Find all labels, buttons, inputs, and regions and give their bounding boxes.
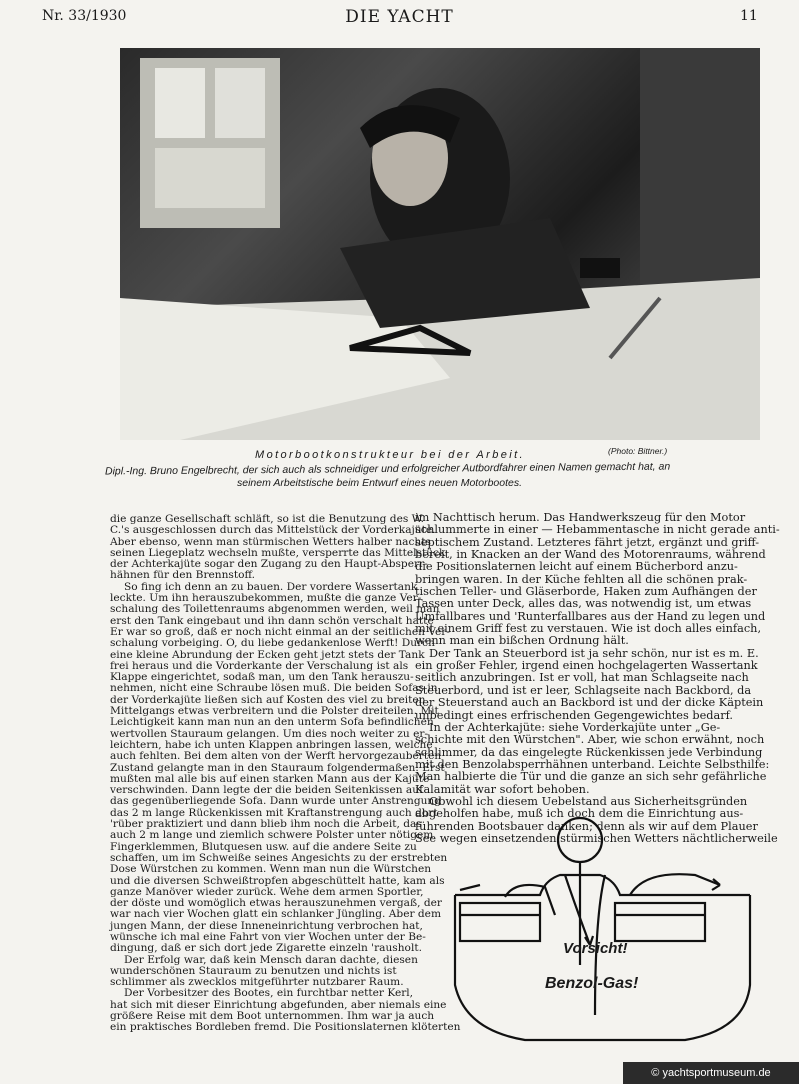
text-line: In der Achterkajüte: siehe Vorderkajüte unter „Ge- <box>429 720 721 734</box>
watermark: © yachtsportmuseum.de <box>623 1062 799 1084</box>
text-line: ein praktisches Bordleben fremd. Die Positionslaternen klöterten <box>110 1021 461 1034</box>
text-line: Kalamität war sofort behoben. <box>415 782 590 796</box>
text-line: hähnen für den Brennstoff. <box>110 569 256 582</box>
text-line: Leichtigkeit kann man nun an den unterm Sofa befindlichen <box>110 716 434 729</box>
text-line: schaffen, um im Schweiße seines Angesichts zu der erstrebten <box>110 851 448 864</box>
text-line: Umfallbares und 'Runterfallbares aus der Hand zu legen und <box>415 609 766 623</box>
text-line: Steuerbord, und ist er leer, Schlagseite nach Backbord, da <box>415 683 752 697</box>
article-column-right <box>415 511 780 845</box>
text-line: war nach vier Wochen glatt ein schlanker Jüngling. Aber dem <box>110 908 441 921</box>
text-line: erst den Tank eingebaut und ihn dann schön verschalt hatte <box>110 614 434 627</box>
text-line: schalung vorbeiging. O, du liebe gedankenlose Werft! Durch <box>110 637 435 650</box>
text-line: die Positionslaternen leicht auf einem Bücherbord anzu- <box>415 560 738 574</box>
page-number: 11 <box>740 8 758 24</box>
text-line: auch fehlten. Bei dem alten von der Werft hervorgezauberten <box>110 750 442 763</box>
text-line: mußten mal alle bis auf einen starken Mann aus der Kajüte <box>110 772 430 785</box>
diagram-label-gas: Benzol-Gas! <box>545 975 639 992</box>
text-line: septischem Zustand. Letzteres fährt jetzt, ergänzt und griff- <box>415 535 760 549</box>
text-line: ein großer Fehler, irgend einen hochgelagerten Wassertank <box>415 659 758 673</box>
text-line: Obwohl ich diesem Uebelstand aus Sicherheitsgründen <box>429 794 748 808</box>
text-line: Mittelgangs etwas verbreitern und die Polster dreiteilen. Mit <box>110 705 439 718</box>
text-line: jungen Mann, der diese Inneneinrichtung verbrochen hat, <box>110 919 423 932</box>
text-line: bringen waren. In der Küche fehlten all die schönen prak- <box>415 572 748 586</box>
text-line: der Vorderkajüte ließen sich auf Kosten des viel zu breiten <box>110 693 426 706</box>
text-line: Dose Würstchen zu kommen. Wenn man nun die Würstchen <box>110 863 432 876</box>
text-line: größere Reise mit dem Boot unternommen. Ihm war ja auch <box>110 1010 435 1023</box>
text-line: das gegenüberliegende Sofa. Dann wurde unter Anstrengung <box>110 795 442 808</box>
text-line: die ganze Gesellschaft schläft, so ist die Benutzung des W. <box>110 513 425 525</box>
text-line: eine kleine Abrundung der Ecken geht jetzt stets der Tank <box>110 648 425 661</box>
text-line: wenn man ein bißchen Ordnung hält. <box>415 634 629 648</box>
text-line: der Steuerstand auch an Backbord ist und der dicke Käptein <box>415 696 764 710</box>
issue-number: Nr. 33/1930 <box>42 8 127 24</box>
text-line: wünsche ich mal eine Fahrt von vier Wochen unter der Be- <box>110 930 426 943</box>
text-line: im Nachttisch herum. Das Handwerkszeug für den Motor <box>415 511 746 524</box>
text-line: das 2 m lange Rückenkissen mit Kraftanstrengung auch dort <box>110 806 438 819</box>
article-column-left <box>110 513 461 1034</box>
text-line: Man halbierte die Tür und die ganze an sich sehr gefährliche <box>415 770 767 784</box>
photo-caption-line: Dipl.-Ing. Bruno Engelbrecht, der sich auch als schneidiger und erfolgreicher Autbordfahrer einen Namen gemacht hat, an <box>105 460 671 478</box>
photo-designer-at-work <box>120 48 760 440</box>
text-line: So fing ich denn an zu bauen. Der vordere Wassertank <box>124 580 418 593</box>
text-line: Aber ebenso, wenn man stürmischen Wetters halber nachts <box>110 535 431 548</box>
text-line: Der Tank an Steuerbord ist ja sehr schön, nur ist es m. E. <box>429 646 759 660</box>
text-line: hat sich mit dieser Einrichtung abgefunden, aber niemals eine <box>110 998 447 1011</box>
tank-ventilation-diagram <box>445 815 765 1050</box>
photo-credit: (Photo: Bittner.) <box>608 446 668 456</box>
text-line: Der Vorbesitzer des Bootes, ein furchtbar netter Kerl, <box>124 987 414 1000</box>
text-line: bereit, in Knacken an der Wand des Motorenraums, während <box>415 548 766 562</box>
text-line: der döste und womöglich etwas herauszunehmen vergaß, der <box>110 897 442 910</box>
text-line: Der Erfolg war, daß kein Mensch daran dachte, diesen <box>124 953 418 966</box>
text-line: führenden Bootsbauer danken; denn als wir auf dem Plauer <box>415 819 758 833</box>
text-line: tischen Teller- und Gläserborde, Haken zum Aufhängen der <box>415 585 757 599</box>
text-line: leckte. Um ihn herauszubekommen, mußte die ganze Ver- <box>110 592 422 605</box>
masthead: DIE YACHT <box>345 7 454 27</box>
text-line: mit den Benzolabsperrhähnen unterband. Leichte Selbsthilfe: <box>415 757 770 771</box>
text-line: ganze Manöver wieder zurück. Wehe dem armen Sportler, <box>110 885 424 898</box>
text-line: Er war so groß, daß er noch nicht einmal an der seitlichen Ver- <box>110 625 450 638</box>
text-line: verschwinden. Dann legte der die beiden Seitenkissen auf <box>110 784 423 797</box>
text-line: auch 2 m lange und ziemlich schwere Polster unter nötigem <box>110 829 434 842</box>
text-line: und die diversen Schweißtropfen abgeschüttelt hatte, kam als <box>110 874 445 887</box>
text-line: abgeholfen habe, muß ich doch dem die Einrichtung aus- <box>415 807 744 821</box>
text-line: schlimmer als zwecklos mitgeführter nutzbarer Raum. <box>110 976 404 989</box>
text-line: schlummerte in einer — Hebammentasche in nicht gerade anti- <box>415 523 780 537</box>
text-line: wertvollen Stauraum gelangen. Um dies noch weiter zu er- <box>110 727 428 740</box>
text-line: schichte mit den Würstchen". Aber, wie schon erwähnt, noch <box>415 733 765 747</box>
text-line: See wegen einsetzenden stürmischen Wetters nächtlicherweile <box>415 831 778 845</box>
photo-caption-line: seinem Arbeitstische beim Entwurf eines neuen Motorbootes. <box>237 477 523 489</box>
text-line: seinen Liegeplatz wechseln mußte, versperrte das Mittelstück <box>110 546 446 559</box>
text-line: nehmen, nicht eine Schraube lösen muß. Die beiden Sofas in <box>110 682 438 695</box>
text-line: Tassen unter Deck, alles das, was notwendig ist, um etwas <box>415 597 752 611</box>
photo-caption-title: Motorbootkonstrukteur bei der Arbeit. <box>255 449 525 461</box>
text-line: mit einem Griff fest zu verstauen. Wie ist doch alles einfach, <box>415 622 762 636</box>
text-line: Klappe eingerichtet, sodaß man, um den Tank herauszu- <box>110 671 414 684</box>
text-line: 'rüber praktiziert und dann blieb ihm noch die Arbeit, das <box>110 818 422 831</box>
text-line: schlimmer, da das eingelegte Rückenkissen jede Verbindung <box>415 745 763 759</box>
text-line: Zustand gelangte man in den Stauraum folgendermaßen: Erst <box>110 761 445 774</box>
text-line: frei heraus und die Vorderkante der Verschalung ist als <box>110 659 409 672</box>
text-line: C.'s ausgeschlossen durch das Mittelstück der Vorderkajüte. <box>110 524 436 537</box>
text-line: dingung, daß er sich dort jede Zigarette einzeln 'rausholt. <box>110 942 422 955</box>
text-line: schalung des Toilettenraums abgenommen werden, weil man <box>110 603 440 616</box>
text-line: leichtern, habe ich unten Klappen anbringen lassen, welche <box>110 738 433 751</box>
text-line: wunderschönen Stauraum zu benutzen und nichts ist <box>110 964 397 977</box>
diagram-label-warning: Vorsicht! <box>563 940 628 957</box>
text-line: der Achterkajüte sogar den Zugang zu den Haupt-Absperr- <box>110 558 428 571</box>
text-line: unbedingt eines erfrischenden Gegengewichtes bedarf. <box>415 708 733 722</box>
text-line: seitlich anzubringen. Ist er voll, hat man Schlagseite nach <box>415 671 749 685</box>
text-line: Fingerklemmen, Blutquesen usw. auf die andere Seite zu <box>110 840 417 853</box>
